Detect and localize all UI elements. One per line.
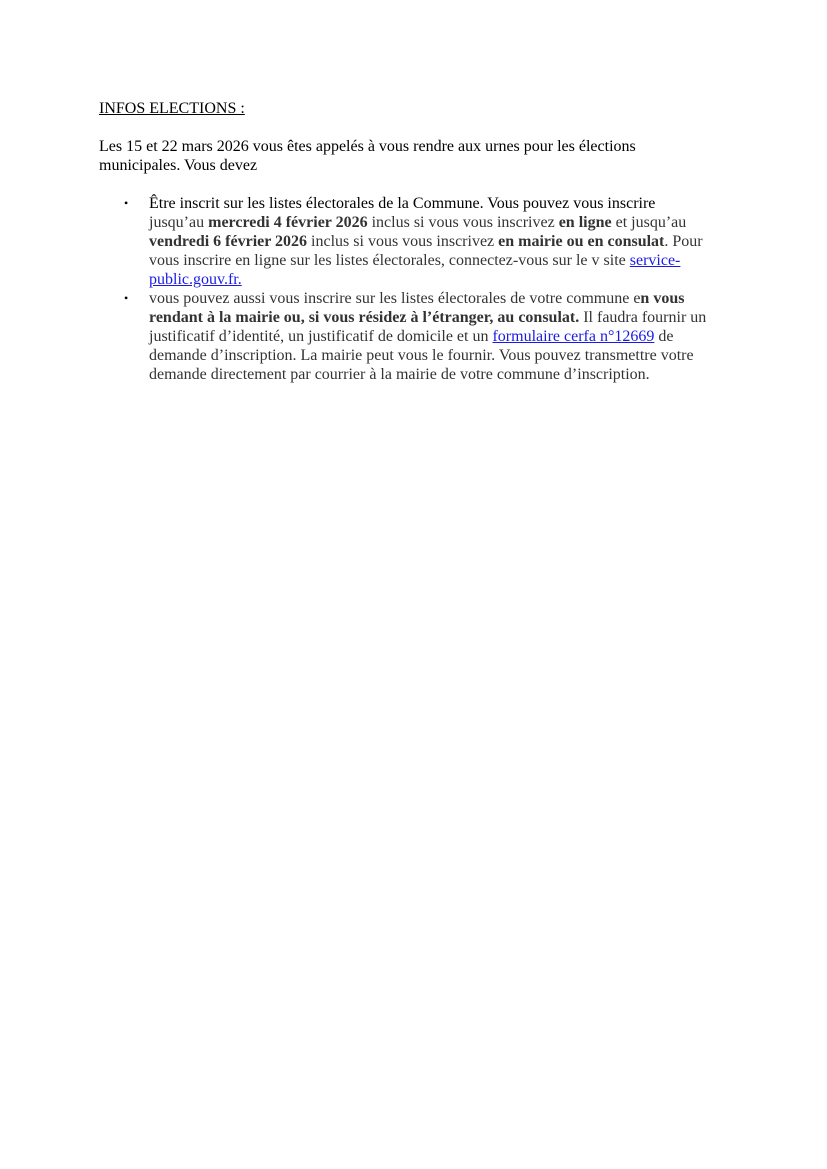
item-text: et jusqu’au — [611, 214, 687, 231]
item-text: inclus si vous vous inscrivez — [307, 233, 499, 250]
item-text: inclus si vous vous inscrivez — [367, 214, 559, 231]
date-deadline-mairie: vendredi 6 février 2026 — [149, 233, 308, 250]
mode-mairie-consulat: en mairie ou en consulat — [498, 233, 665, 250]
item-text: jusqu’au — [149, 214, 209, 231]
cerfa-form-link[interactable]: formulaire cerfa n°12669 — [492, 328, 655, 345]
date-deadline-online: mercredi 4 février 2026 — [208, 214, 368, 231]
item-text: Être inscrit sur les listes électorales de la Commune. Vous pouvez vous inscrire — [149, 195, 656, 212]
mode-online: en ligne — [558, 214, 612, 231]
document-page — [99, 99, 739, 384]
requirements-list — [99, 194, 739, 384]
bullet-icon: • — [124, 291, 129, 305]
bullet-icon: • — [124, 196, 129, 210]
service-public-link[interactable]: service-public.gouv.fr. — [149, 252, 681, 288]
item-text: Il faudra fournir un justificatif d’identité, un justificatif de domicile et un — [149, 309, 707, 345]
item-text: de demande d’inscription. La mairie peut vous le fournir. Vous pouvez transmettre votre demande directement par courrier à la mairie de votre commune d’inscription. — [149, 328, 694, 383]
item-text: vous pouvez aussi vous inscrire sur les listes électorales de votre commune e — [149, 290, 641, 307]
in-person-emphasis: n vous rendant à la mairie ou, si vous résidez à l’étranger, au consulat. — [149, 290, 685, 326]
item-text: . Pour vous inscrire en ligne sur les listes électorales, connectez-vous sur le v site — [149, 233, 703, 269]
list-item-in-person — [99, 289, 724, 384]
list-item-registration — [99, 194, 724, 289]
section-heading: INFOS ELECTIONS : — [99, 100, 245, 117]
intro-paragraph: Les 15 et 22 mars 2026 vous êtes appelés à vous rendre aux urnes pour les élections municipales. Vous devez — [99, 138, 636, 174]
